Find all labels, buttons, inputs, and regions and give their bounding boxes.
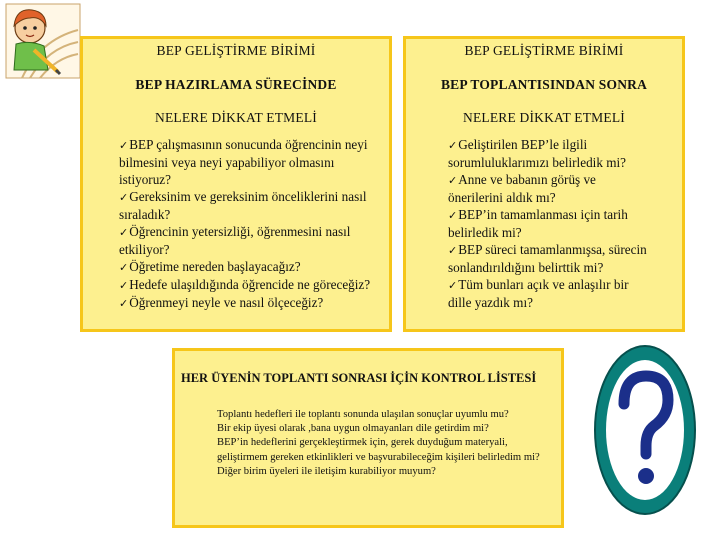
bottom-panel <box>172 348 564 528</box>
right-panel <box>403 36 685 332</box>
list-item: ✓ Öğrencinin yetersizliği, öğrenmesini nasıl etkiliyor? <box>119 223 385 258</box>
list-item: ✓ Geliştirilen BEP’le ilgili sorumluluklarımızı belirledik mi? <box>448 136 654 171</box>
list-item: Diğer birim üyeleri ile iletişim kurabiliyor muyum? <box>217 465 436 477</box>
right-panel-title: BEP GELİŞTİRME BİRİMİ <box>464 43 624 58</box>
left-panel <box>80 36 392 332</box>
list-item: ✓ BEP’in tamamlanması için tarih belirledik mi? <box>448 206 654 241</box>
writing-student-clipart-icon <box>0 0 84 82</box>
list-item: ✓ BEP süreci tamamlanmışsa, sürecin sonlandırıldığını belirttik mi? <box>448 241 654 276</box>
list-item: BEP’in hedeflerini gerçekleştirmek için, gerek duyduğum materyali, geliştirmem gereken etkinlikleri ve başvurabileceğim kişileri belirledim mi? <box>217 437 540 463</box>
right-panel-caption: NELERE DİKKAT ETMELİ <box>463 110 625 125</box>
bottom-panel-list <box>217 408 553 479</box>
list-item: Toplantı hedefleri ile toplantı sonunda ulaşılan sonuçlar uyumlu mu? <box>217 409 509 420</box>
right-panel-list <box>448 136 654 311</box>
list-item: ✓ Gereksinim ve gereksinim önceliklerini nasıl sıraladık? <box>119 188 385 223</box>
list-item: ✓ Öğrenmeyi neyle ve nasıl ölçeceğiz? <box>119 294 385 312</box>
left-panel-caption: NELERE DİKKAT ETMELİ <box>155 110 317 125</box>
list-item: ✓ BEP çalışmasının sonucunda öğrencinin neyi bilmesini veya neyi yapabiliyor olmasını istiyoruz? <box>119 136 385 188</box>
list-item: ✓ Öğretime nereden başlayacağız? <box>119 258 385 276</box>
list-item: ✓ Anne ve babanın görüş ve önerilerini aldık mı? <box>448 171 654 206</box>
right-panel-subtitle: BEP TOPLANTISINDAN SONRA <box>440 77 648 92</box>
bottom-panel-title: HER ÜYENİN TOPLANTI SONRASI İÇİN KONTROL LİSTESİ <box>181 371 537 385</box>
list-item: ✓ Tüm bunları açık ve anlaşılır bir dille yazdık mı? <box>448 276 654 311</box>
list-item: ✓ Hedefe ulaşıldığında öğrencide ne göreceğiz? <box>119 276 385 294</box>
question-mark-icon <box>590 342 700 518</box>
left-panel-title: BEP GELİŞTİRME BİRİMİ <box>156 43 316 58</box>
left-panel-list <box>119 136 385 312</box>
list-item: Bir ekip üyesi olarak ,bana uygun olmayanları dile getirdim mi? <box>217 423 489 435</box>
left-panel-subtitle: BEP HAZIRLAMA SÜRECİNDE <box>135 77 337 92</box>
